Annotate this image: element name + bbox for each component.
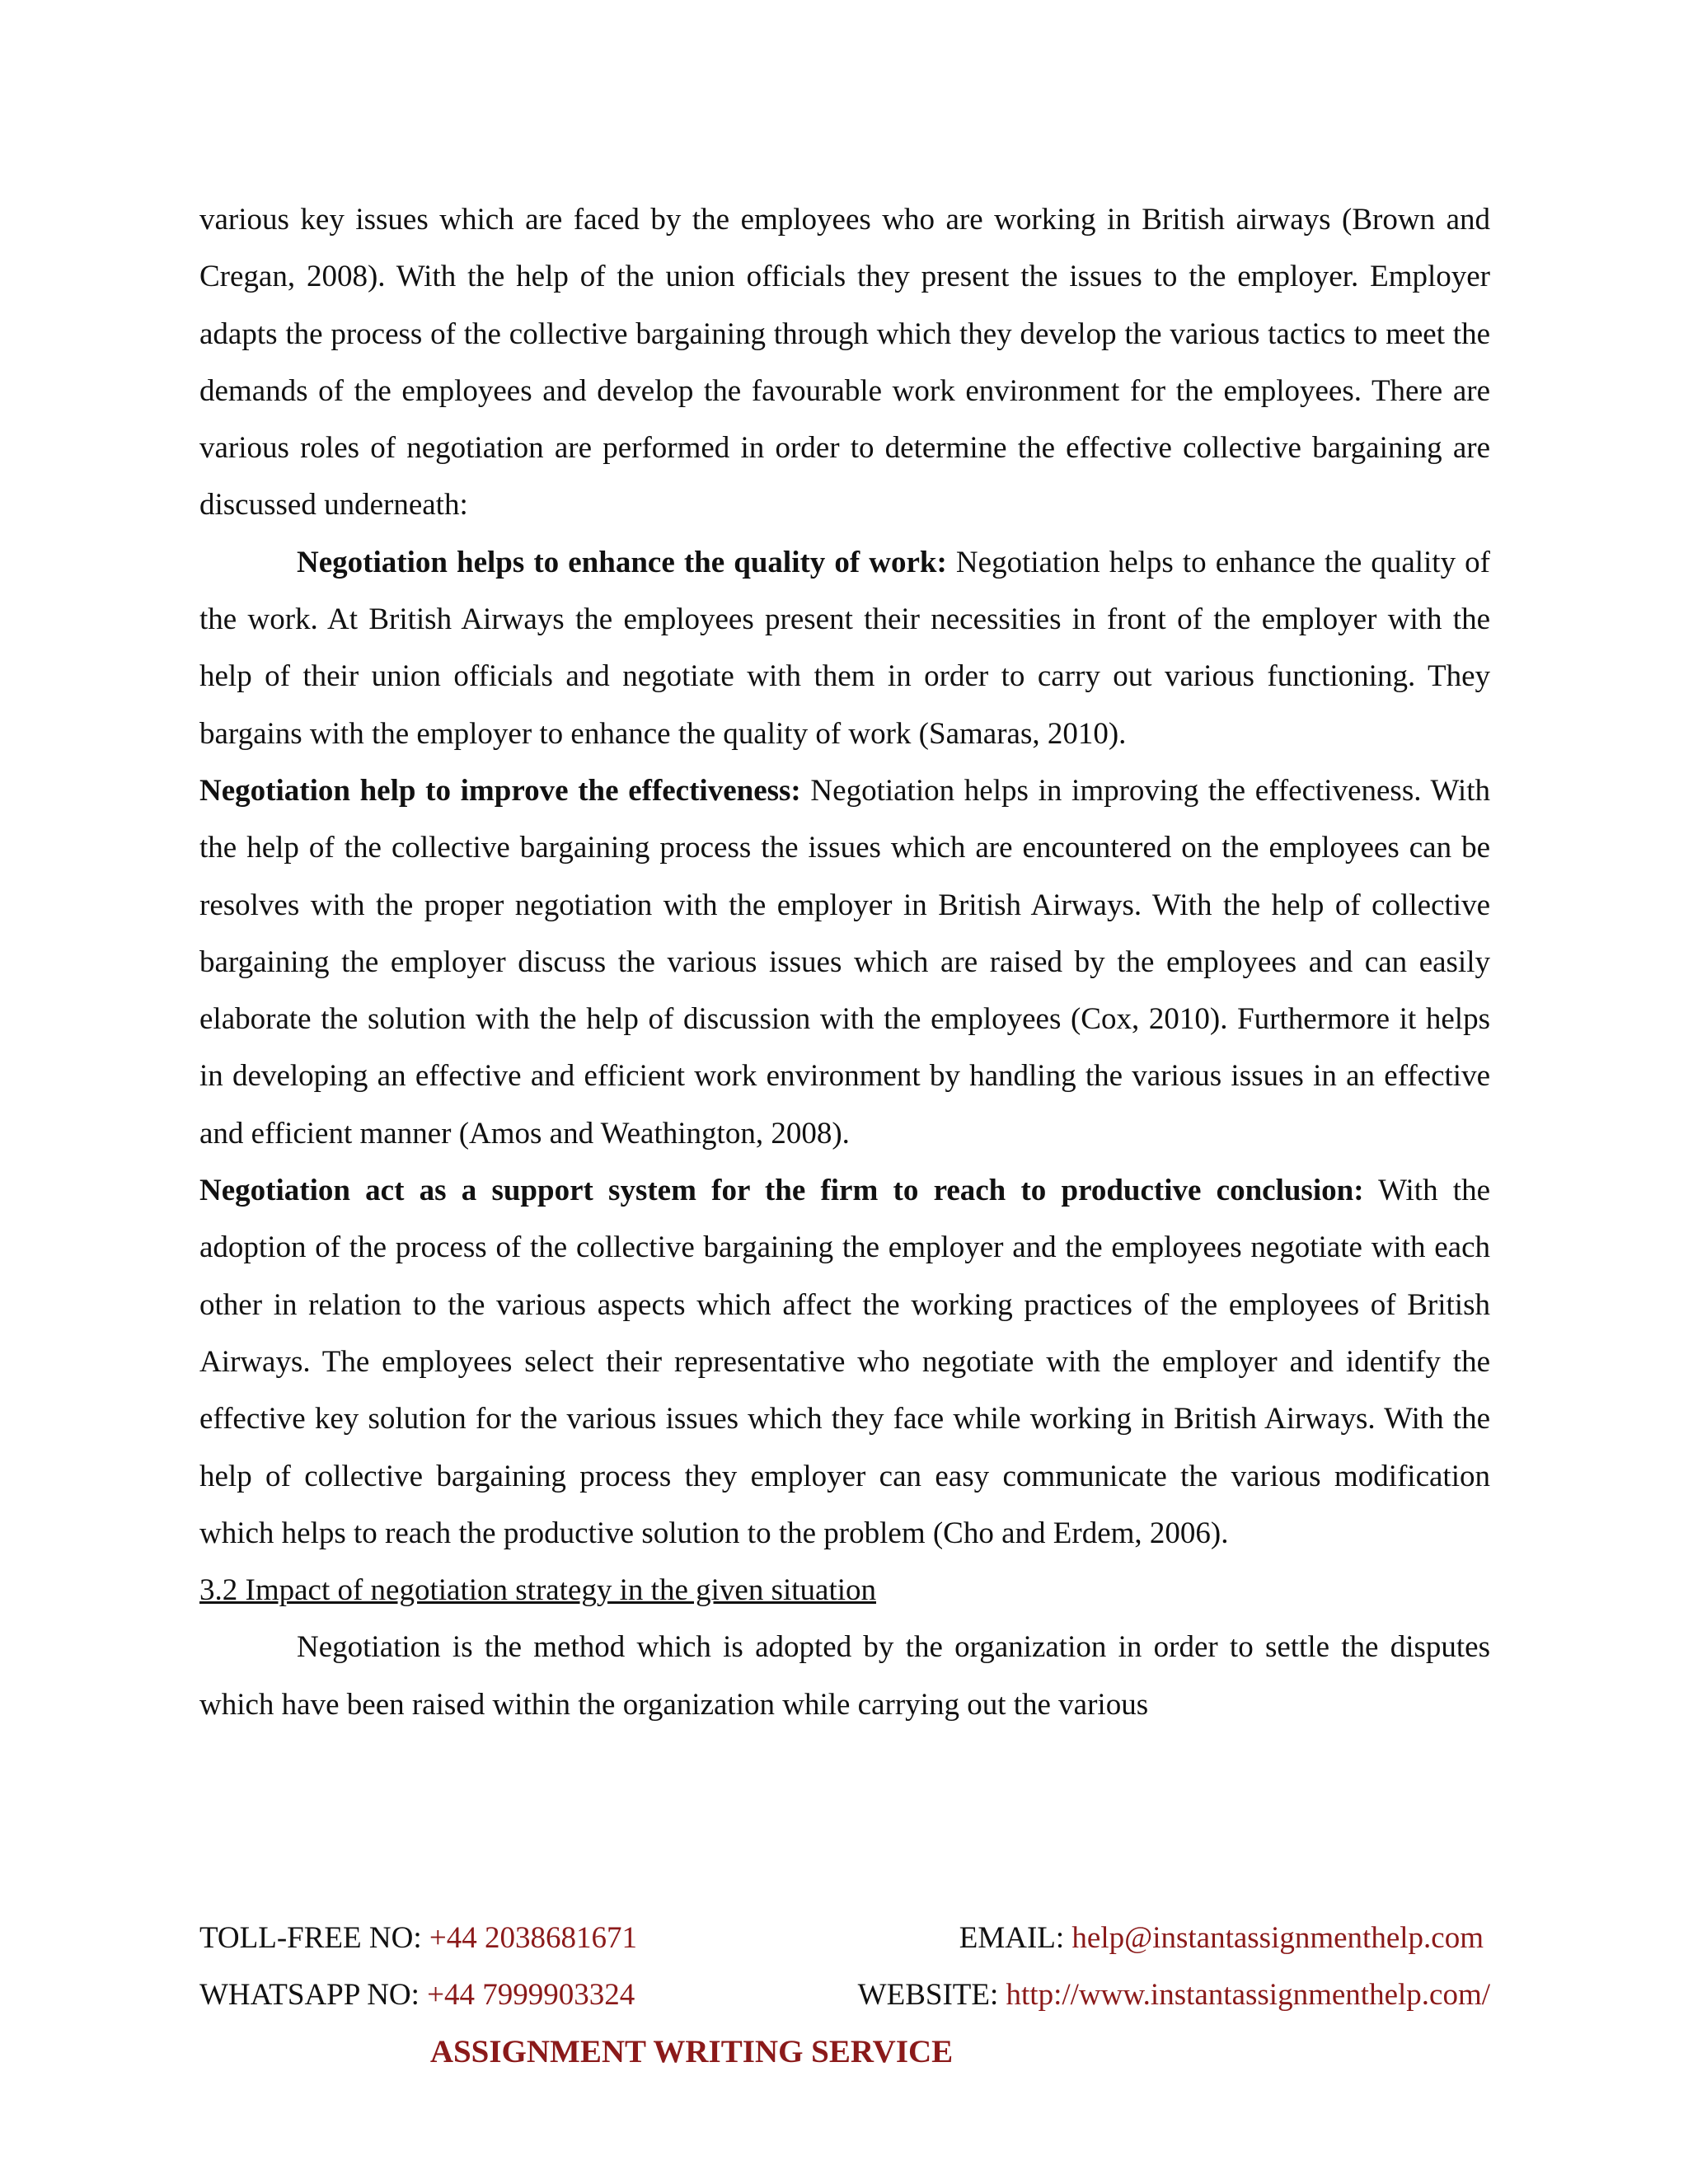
tollfree-number (199, 1920, 637, 1956)
paragraph-heading: Negotiation helps to enhance the quality of work: (297, 545, 947, 579)
whatsapp-number (199, 1977, 635, 2013)
paragraph-quality-of-work (199, 534, 1490, 762)
website-label: WEBSITE: (857, 1978, 1006, 2012)
website-link[interactable]: http://www.instantassignmenthelp.com/ (1006, 1978, 1490, 2012)
tollfree-label: TOLL-FREE NO: (199, 1921, 429, 1955)
paragraph-text: With the adoption of the process of the collective bargaining the employer and the employees negotiate with each other in relation to the various aspects which affect the working practices of the employees of British Airways. The employees select their representative who negotiate with the employer and identify the effective key solution for the various issues which they face while working in British Airways. With the help of collective bargaining process they employer can easy communicate the various modification which helps to reach the productive solution to the problem (Cho and Erdem, 2006). (199, 1174, 1490, 1550)
tollfree-value[interactable]: +44 2038681671 (429, 1921, 637, 1955)
footer-row-contact (199, 1920, 1490, 1961)
footer-row-web (199, 1977, 1490, 2018)
paragraph-text: Negotiation is the method which is adopted by the organization in order to settle the disputes which have been raised within the organization while carrying out the various (199, 1630, 1490, 1722)
paragraph-text: Negotiation helps in improving the effectiveness. With the help of the collective bargaining process the issues which are encountered on the employees can be resolves with the proper negotiation with the employer in British Airways. With the help of collective bargaining the employer discuss the various issues which are raised by the employees and can easily elaborate the solution with the help of discussion with the employees (Cox, 2010). Furthermore it helps in developing an effective and efficient work environment by handling the various issues in an effective and efficient manner (Amos and Weathington, 2008). (199, 773, 1490, 1151)
paragraph-effectiveness (199, 762, 1490, 1162)
email-label: EMAIL: (959, 1921, 1072, 1955)
section-heading: 3.2 Impact of negotiation strategy in the given situation (199, 1573, 877, 1608)
service-banner (199, 2033, 1490, 2070)
paragraph-section-intro (199, 1619, 1490, 1733)
whatsapp-label: WHATSAPP NO: (199, 1978, 428, 2012)
whatsapp-value[interactable]: +44 7999903324 (427, 1978, 635, 2012)
paragraph-heading: Negotiation help to improve the effectiveness: (199, 773, 801, 808)
paragraph-text: Negotiation helps to enhance the quality of the work. At British Airways the employees present their necessities in front of the employer with the help of their union officials and negotiate with them in order to carry out various functioning. They bargains with the employer to enhance the quality of work (Samaras, 2010). (199, 545, 1490, 751)
paragraph-intro (199, 191, 1490, 534)
email-link[interactable]: help@instantassignmenthelp.com (1071, 1921, 1484, 1955)
paragraph-support-system (199, 1162, 1490, 1562)
website-contact (858, 1977, 1490, 2013)
service-link[interactable]: ASSIGNMENT WRITING SERVICE (429, 2034, 954, 2069)
email-contact (959, 1920, 1484, 1956)
paragraph-text: various key issues which are faced by the employees who are working in British airways (Brown and Cregan, 2008). With the help of the union officials they present the issues to the employer. Employer adapts the process of the collective bargaining through which they develop the various tactics to meet the demands of the employees and develop the favourable work environment for the employees. There are various roles of negotiation are performed in order to determine the effective collective bargaining are discussed underneath: (199, 203, 1490, 523)
paragraph-heading: Negotiation act as a support system for the firm to reach to productive conclusion: (199, 1174, 1364, 1208)
document-body (199, 191, 1490, 1733)
